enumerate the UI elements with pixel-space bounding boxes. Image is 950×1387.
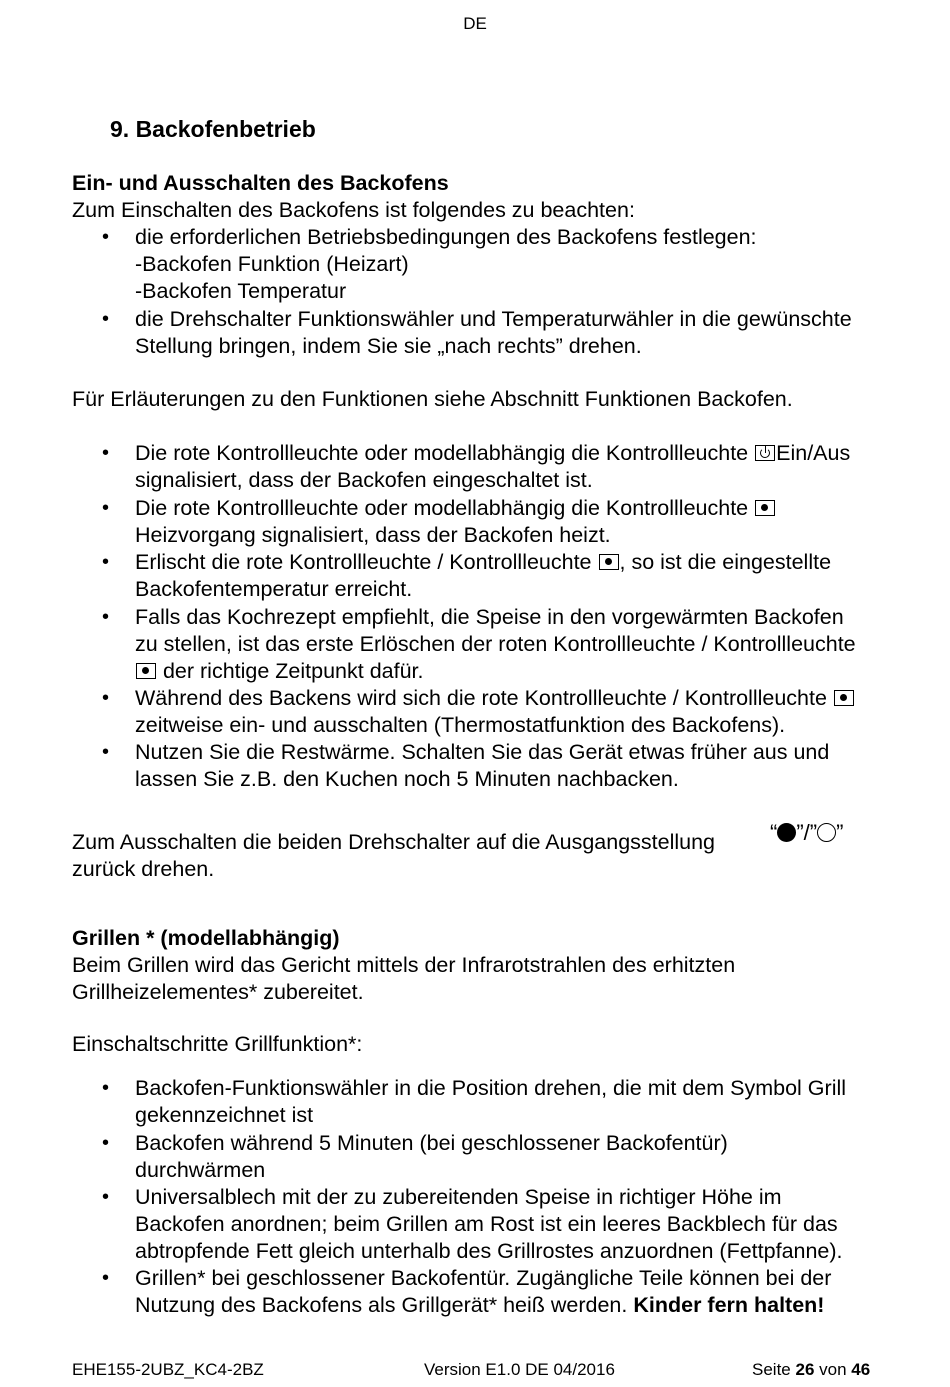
grill-steps-title: Einschaltschritte Grillfunktion*:	[72, 1032, 363, 1056]
list-item-text: Nutzung des Backofens als Grillgerät* heiß werden. Kinder fern halten!	[135, 1293, 825, 1317]
bullet: •	[102, 1186, 110, 1208]
bullet: •	[102, 1267, 110, 1289]
list-item-text: Grillen* bei geschlossener Backofentür. Zugängliche Teile können bei der	[135, 1266, 832, 1290]
list-item-text: Heizvorgang signalisiert, dass der Backofen heizt.	[135, 523, 611, 547]
bullet: •	[102, 497, 110, 519]
list-item-text: Falls das Kochrezept empfiehlt, die Speise in den vorgewärmten Backofen	[135, 605, 844, 629]
bullet: •	[102, 741, 110, 763]
section-title: 9. Backofenbetrieb	[110, 116, 316, 142]
bullet: •	[102, 1132, 110, 1154]
quote-separator: ”/”	[796, 820, 818, 845]
quote-mark: ”	[836, 820, 844, 845]
heating-lamp-icon	[599, 554, 619, 570]
bullet: •	[102, 442, 110, 464]
bullet: •	[102, 308, 110, 330]
bullet: •	[102, 551, 110, 573]
grill-paragraph-cont: Grillheizelementes* zubereitet.	[72, 980, 364, 1004]
intro-text: Zum Einschalten des Backofens ist folgendes zu beachten:	[72, 198, 635, 222]
list-item-text: signalisiert, dass der Backofen eingeschaltet ist.	[135, 468, 593, 492]
list-item-text: zu stellen, ist das erste Erlöschen der roten Kontrollleuchte / Kontrollleuchte	[135, 632, 856, 656]
list-item-text: durchwärmen	[135, 1158, 266, 1182]
list-item-text: abtropfende Fett gleich unterhalb des Grillrostes anzuordnen (Fettpfanne).	[135, 1239, 843, 1263]
list-item-text: Stellung bringen, indem Sie sie „nach rechts” drehen.	[135, 334, 642, 358]
heading-grill: Grillen * (modellabhängig)	[72, 926, 340, 950]
list-item-text: Backofen anordnen; beim Grillen am Rost ist ein leeres Backblech für das	[135, 1212, 838, 1236]
reference-text: Für Erläuterungen zu den Funktionen siehe Abschnitt Funktionen Backofen.	[72, 387, 793, 411]
list-item-text: lassen Sie z.B. den Kuchen noch 5 Minuten nachbacken.	[135, 767, 679, 791]
quote-mark: “	[770, 820, 778, 845]
list-item-text: Backofentemperatur erreicht.	[135, 577, 413, 601]
footer-model: EHE155-2UBZ_KC4-2BZ	[72, 1360, 264, 1379]
switch-off-text: Zum Ausschalten die beiden Drehschalter auf die Ausgangsstellung	[72, 830, 716, 854]
list-item-text: -Backofen Temperatur	[135, 279, 347, 303]
heating-lamp-icon	[755, 500, 775, 516]
heading-on-off: Ein- und Ausschalten des Backofens	[72, 171, 449, 195]
list-item-text: die Drehschalter Funktionswähler und Temperaturwähler in die gewünschte	[135, 307, 852, 331]
list-item-text: -Backofen Funktion (Heizart)	[135, 252, 409, 276]
list-item-text: Die rote Kontrollleuchte oder modellabhängig die Kontrollleuchte	[135, 495, 776, 522]
bullet: •	[102, 606, 110, 628]
bullet: •	[102, 1077, 110, 1099]
power-lamp-icon	[755, 445, 775, 461]
list-item-text: Während des Backens wird sich die rote Kontrollleuchte / Kontrollleuchte	[135, 685, 855, 712]
language-code: DE	[463, 14, 487, 33]
list-item-text: gekennzeichnet ist	[135, 1103, 314, 1127]
open-circle-icon	[817, 823, 836, 842]
list-item-text: Universalblech mit der zu zubereitenden Speise in richtiger Höhe im	[135, 1185, 782, 1209]
heating-lamp-icon	[834, 690, 854, 706]
list-item-text: zeitweise ein- und ausschalten (Thermostatfunktion des Backofens).	[135, 713, 786, 737]
footer-version: Version E1.0 DE 04/2016	[424, 1360, 615, 1379]
footer-page-number: Seite 26 von 46	[752, 1360, 871, 1379]
grill-paragraph: Beim Grillen wird das Gericht mittels der Infrarotstrahlen des erhitzten	[72, 953, 736, 977]
bullet: •	[102, 226, 110, 248]
filled-circle-icon	[777, 823, 796, 842]
knob-position-symbol	[770, 820, 843, 846]
list-item-text: Erlischt die rote Kontrollleuchte / Kontrollleuchte , so ist die eingestellte	[135, 550, 832, 574]
heating-lamp-icon	[136, 663, 156, 679]
list-item-text: Backofen-Funktionswähler in die Position drehen, die mit dem Symbol Grill	[135, 1076, 847, 1100]
list-item-text: die erforderlichen Betriebsbedingungen des Backofens festlegen:	[135, 225, 757, 249]
list-item-text: der richtige Zeitpunkt dafür.	[135, 658, 424, 685]
warning-text: Kinder fern halten!	[633, 1293, 825, 1317]
switch-off-text-cont: zurück drehen.	[72, 857, 215, 881]
list-item-text: Die rote Kontrollleuchte oder modellabhängig die Kontrollleuchte Ein/Aus	[135, 441, 851, 465]
list-item-text: Backofen während 5 Minuten (bei geschlossener Backofentür)	[135, 1131, 728, 1155]
list-item-text: Nutzen Sie die Restwärme. Schalten Sie das Gerät etwas früher aus und	[135, 740, 830, 764]
bullet: •	[102, 687, 110, 709]
